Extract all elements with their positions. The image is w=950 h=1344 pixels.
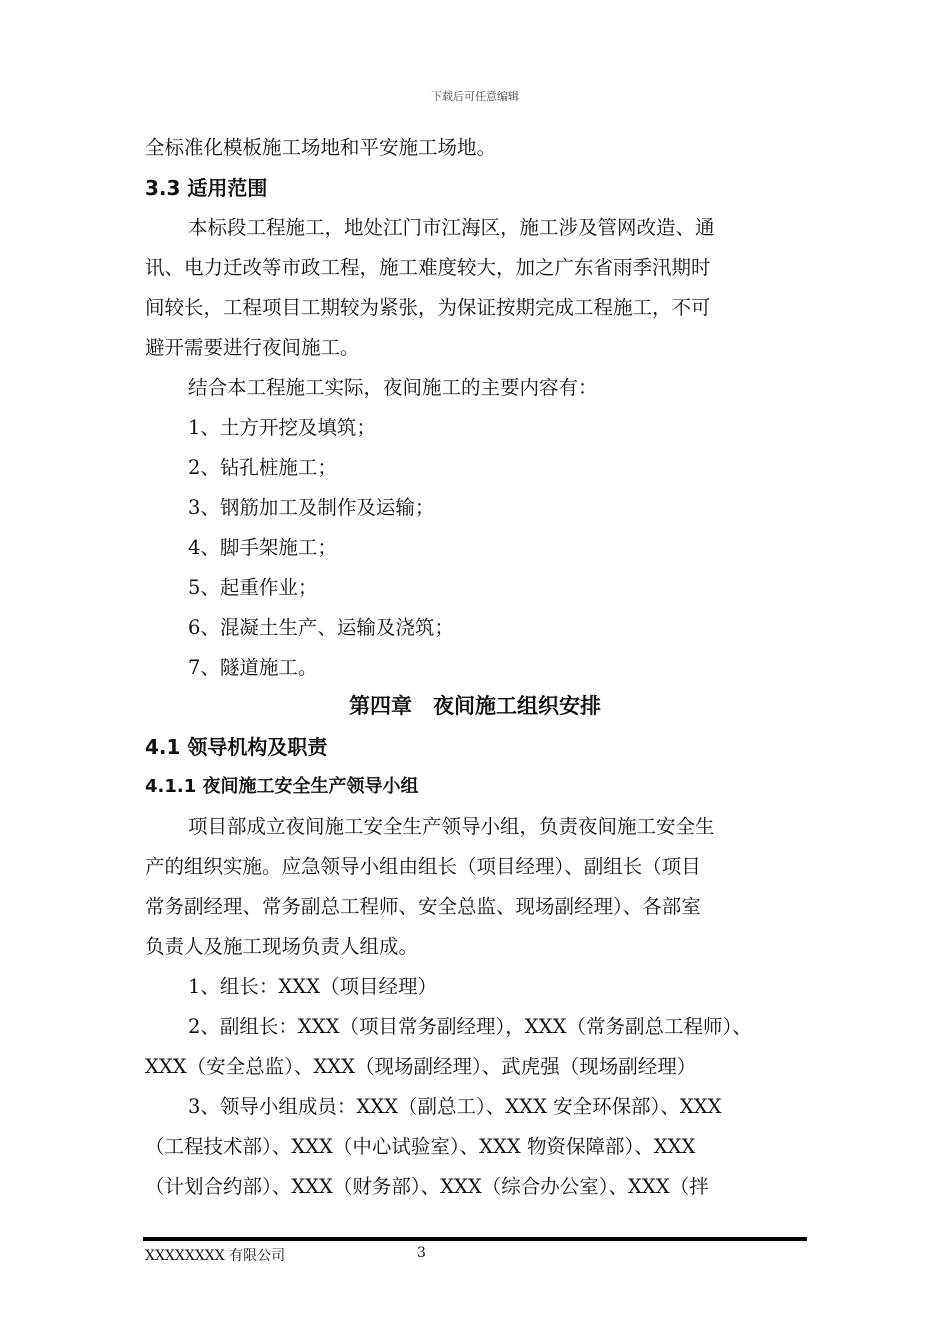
body-line: 结合本工程施工实际，夜间施工的主要内容有： <box>188 376 598 399</box>
body-line: 全标准化模板施工场地和平安施工场地。 <box>145 136 497 159</box>
body-line: 负责人及施工现场负责人组成。 <box>145 935 419 958</box>
list-item: 7、隧道施工。 <box>188 656 318 679</box>
body-line: XXX（安全总监）、XXX（现场副经理）、武虎强（现场副经理） <box>145 1055 697 1078</box>
body-line: 讯、电力迁改等市政工程，施工难度较大，加之广东省雨季汛期时 <box>145 256 711 279</box>
page-number: 3 <box>417 1245 426 1261</box>
body-line: 1、组长：XXX（项目经理） <box>188 975 438 998</box>
body-line: 项目部成立夜间施工安全生产领导小组，负责夜间施工安全生 <box>188 815 715 838</box>
list-item: 4、脚手架施工； <box>188 536 337 559</box>
page-header: 下载后可任意编辑 <box>431 90 519 103</box>
list-item: 5、起重作业； <box>188 576 318 599</box>
section-heading-4-1: 4.1 领导机构及职责 <box>145 735 328 759</box>
list-item: 3、钢筋加工及制作及运输； <box>188 496 435 519</box>
footer-company: XXXXXXXX 有限公司 <box>145 1248 286 1264</box>
body-line: 2、副组长：XXX（项目常务副经理），XXX（常务副总工程师）、 <box>188 1015 752 1038</box>
body-line: 避开需要进行夜间施工。 <box>145 336 360 359</box>
body-line: 间较长，工程项目工期较为紧张，为保证按期完成工程施工，不可 <box>145 296 711 319</box>
body-line: （工程技术部）、XXX（中心试验室）、XXX 物资保障部）、XXX <box>145 1135 696 1158</box>
body-line: 产的组织实施。应急领导小组由组长（项目经理）、副组长（项目 <box>145 855 701 878</box>
footer-rule <box>143 1237 807 1241</box>
body-line: 3、领导小组成员：XXX（副总工）、XXX 安全环保部）、XXX <box>188 1095 722 1118</box>
body-line: （计划合约部）、XXX（财务部）、XXX（综合办公室）、XXX（拌 <box>145 1175 709 1198</box>
list-item: 6、混凝土生产、运输及浇筑； <box>188 616 454 639</box>
list-item: 1、土方开挖及填筑； <box>188 416 376 439</box>
chapter-title: 第四章 夜间施工组织安排 <box>349 694 601 718</box>
body-line: 常务副经理、常务副总工程师、安全总监、现场副经理）、各部室 <box>145 895 701 918</box>
section-heading-3-3: 3.3 适用范围 <box>145 176 268 200</box>
section-heading-4-1-1: 4.1.1 夜间施工安全生产领导小组 <box>145 776 419 797</box>
body-line: 本标段工程施工，地处江门市江海区，施工涉及管网改造、通 <box>188 216 715 239</box>
list-item: 2、钻孔桩施工； <box>188 456 337 479</box>
